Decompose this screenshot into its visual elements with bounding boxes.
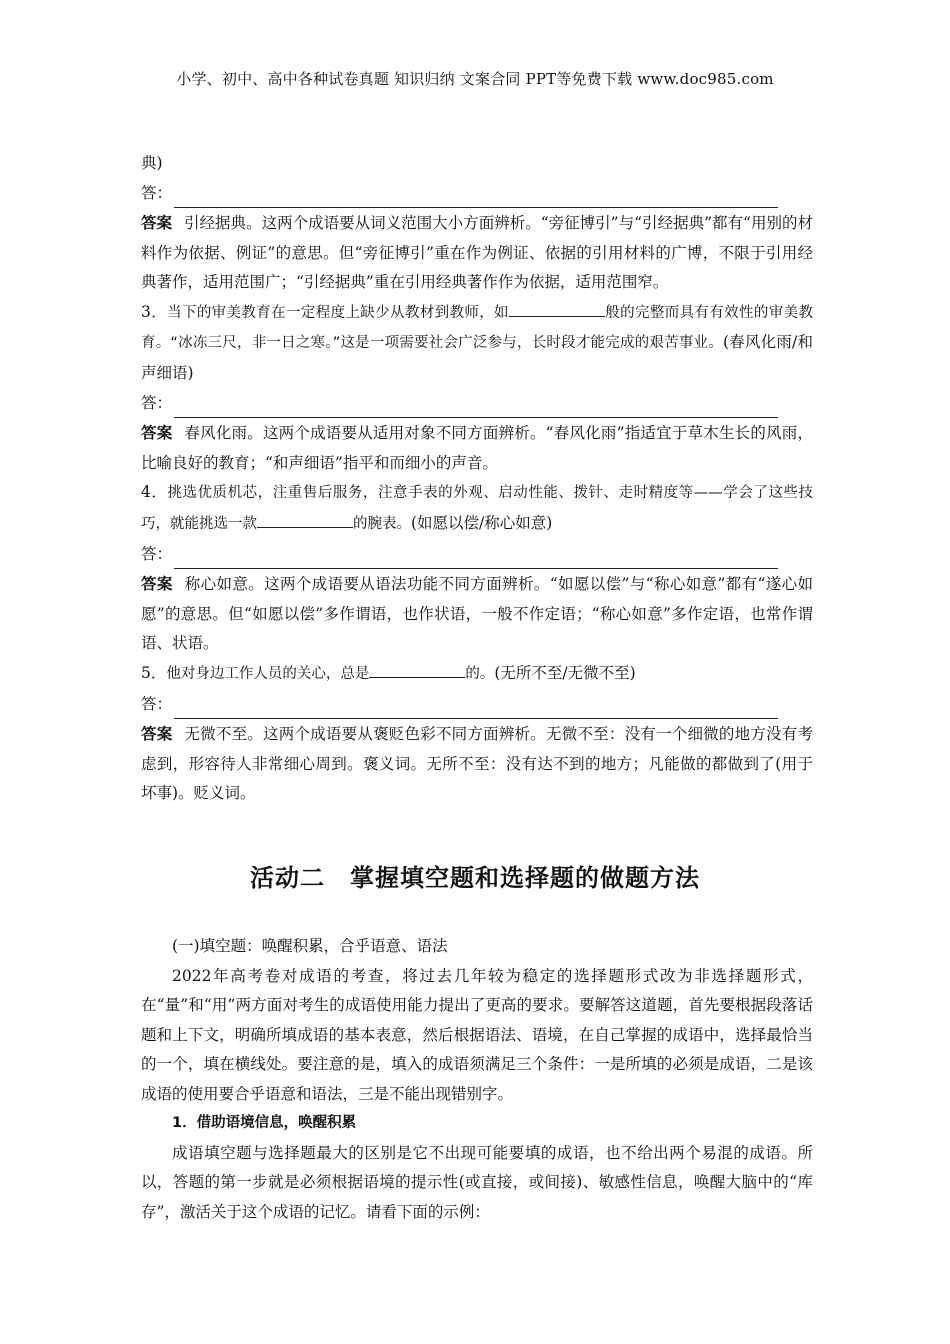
question-5-options: (无所不至/无微不至) xyxy=(494,663,636,682)
question-3-options: (春风化雨/和声细语) xyxy=(141,333,813,382)
question-5-text-after: 的。 xyxy=(465,665,495,682)
answer-tag: 答案 xyxy=(141,724,173,743)
answer-prefix: 答： xyxy=(141,695,173,713)
answer-3-text: 春风化雨。这两个成语要从适用对象不同方面辨析。“春风化雨”指适宜于草木生长的风雨，比喻良好的教育；“和声细语”指平和而细小的声音。 xyxy=(141,424,813,472)
answer-line-3 xyxy=(141,388,813,418)
answer-tag: 答案 xyxy=(141,213,173,232)
answer-4 xyxy=(141,569,813,659)
fill-blank xyxy=(509,300,605,317)
intro-paragraph: 2022年高考卷对成语的考查，将过去几年较为稳定的选择题形式改为非选择题形式，在“量”和“用”两方面对考生的成语使用能力提出了更高的要求。要解答这道题，首先要根据段落话题和上下文，明确所填成语的基本表意，然后根据语法、语境，在自己掌握的成语中，选择最恰当的一个，填在横线处。要注意的是，填入的成语须满足三个条件：一是所填的必须是成语，二是该成语的使用要合乎语意和语法，三是不能出现错别字。 xyxy=(141,966,813,1103)
answer-rule xyxy=(174,398,778,418)
answer-line-4 xyxy=(141,539,813,569)
section-title: 活动二 掌握填空题和选择题的做题方法 xyxy=(250,864,700,892)
question-number: 4． xyxy=(141,483,168,501)
question-number: 3． xyxy=(141,302,168,321)
answer-tag: 答案 xyxy=(141,423,173,442)
page-header: 小学、初中、高中各种试卷真题 知识归纳 文案合同 PPT等免费下载 www.doc985.com xyxy=(176,70,774,88)
subsection-heading: (一)填空题：唤醒积累，合乎语意、语法 xyxy=(172,937,448,955)
answer-tag: 答案 xyxy=(141,574,173,593)
answer-5-text: 无微不至。这两个成语要从褒贬色彩不同方面辨析。无微不至：没有一个细微的地方没有考虑到，形容待人非常细心周到。褒义词。无所不至：没有达不到的地方；凡能做的都做到了(用于坏事)。贬义词。 xyxy=(141,725,813,802)
answer-2-text: 引经据典。这两个成语要从词义范围大小方面辨析。“旁征博引”与“引经据典”都有“用别的材料作为依据、例证”的意思。但“旁征博引”重在作为例证、依据的引用材料的广博，不限于引用经典著作，适用范围广；“引经据典”重在引用经典著作作为依据，适用范围窄。 xyxy=(141,214,813,291)
answer-line-5 xyxy=(141,689,813,719)
answer-prefix: 答： xyxy=(141,394,173,412)
method-paragraph: 成语填空题与选择题最大的区别是它不出现可能要填的成语，也不给出两个易混的成语。所以，答题的第一步就是必须根据语境的提示性(或直接，或间接)、敏感性信息，唤醒大脑中的“库存”，激活关于这个成语的记忆。请看下面的示例： xyxy=(141,1143,813,1221)
question-4-text-before: 挑选优质机芯，注重售后服务，注意手表的外观、启动性能、拨针、走时精度等——学会了这些技巧，就能挑选一款 xyxy=(141,485,813,532)
answer-3 xyxy=(141,418,813,478)
answer-rule xyxy=(174,188,778,208)
fill-blank xyxy=(369,661,465,678)
method-heading: 1．借助语境信息，唤醒积累 xyxy=(172,1115,357,1131)
answer-prefix: 答： xyxy=(141,184,173,202)
question-5 xyxy=(141,659,813,690)
question-4-options: (如愿以偿/称心如意) xyxy=(411,513,553,532)
question-2-tail: 典) xyxy=(141,154,163,172)
question-5-text-before: 他对身边工作人员的关心，总是 xyxy=(166,665,370,682)
answer-line-2 xyxy=(141,178,813,208)
answer-4-text: 称心如意。这两个成语要从语法功能不同方面辨析。“如愿以偿”与“称心如意”都有“遂心如愿”的意思。但“如愿以偿”多作谓语，也作状语，一般不作定语；“称心如意”多作定语，也常作谓语、状语。 xyxy=(141,575,813,652)
question-3-text-before: 当下的审美教育在一定程度上缺少从教材到教师，如 xyxy=(167,304,509,321)
question-4 xyxy=(141,478,813,539)
question-3-text-after: 般的完整而具有有效性的审美教育。“冰冻三尺，非一日之寒。”这是一项需要社会广泛参与，长时段才能完成的艰苦事业。 xyxy=(141,304,813,351)
answer-5 xyxy=(141,719,813,809)
answer-prefix: 答： xyxy=(141,545,173,563)
answer-rule xyxy=(174,549,778,569)
question-4-text-after: 的腕表。 xyxy=(353,515,411,532)
answer-rule xyxy=(174,699,778,719)
fill-blank xyxy=(257,511,353,528)
question-3 xyxy=(141,298,813,389)
answer-2 xyxy=(141,208,813,298)
section-body xyxy=(141,932,813,1227)
exercise-content xyxy=(141,148,813,809)
question-number: 5． xyxy=(141,663,167,682)
